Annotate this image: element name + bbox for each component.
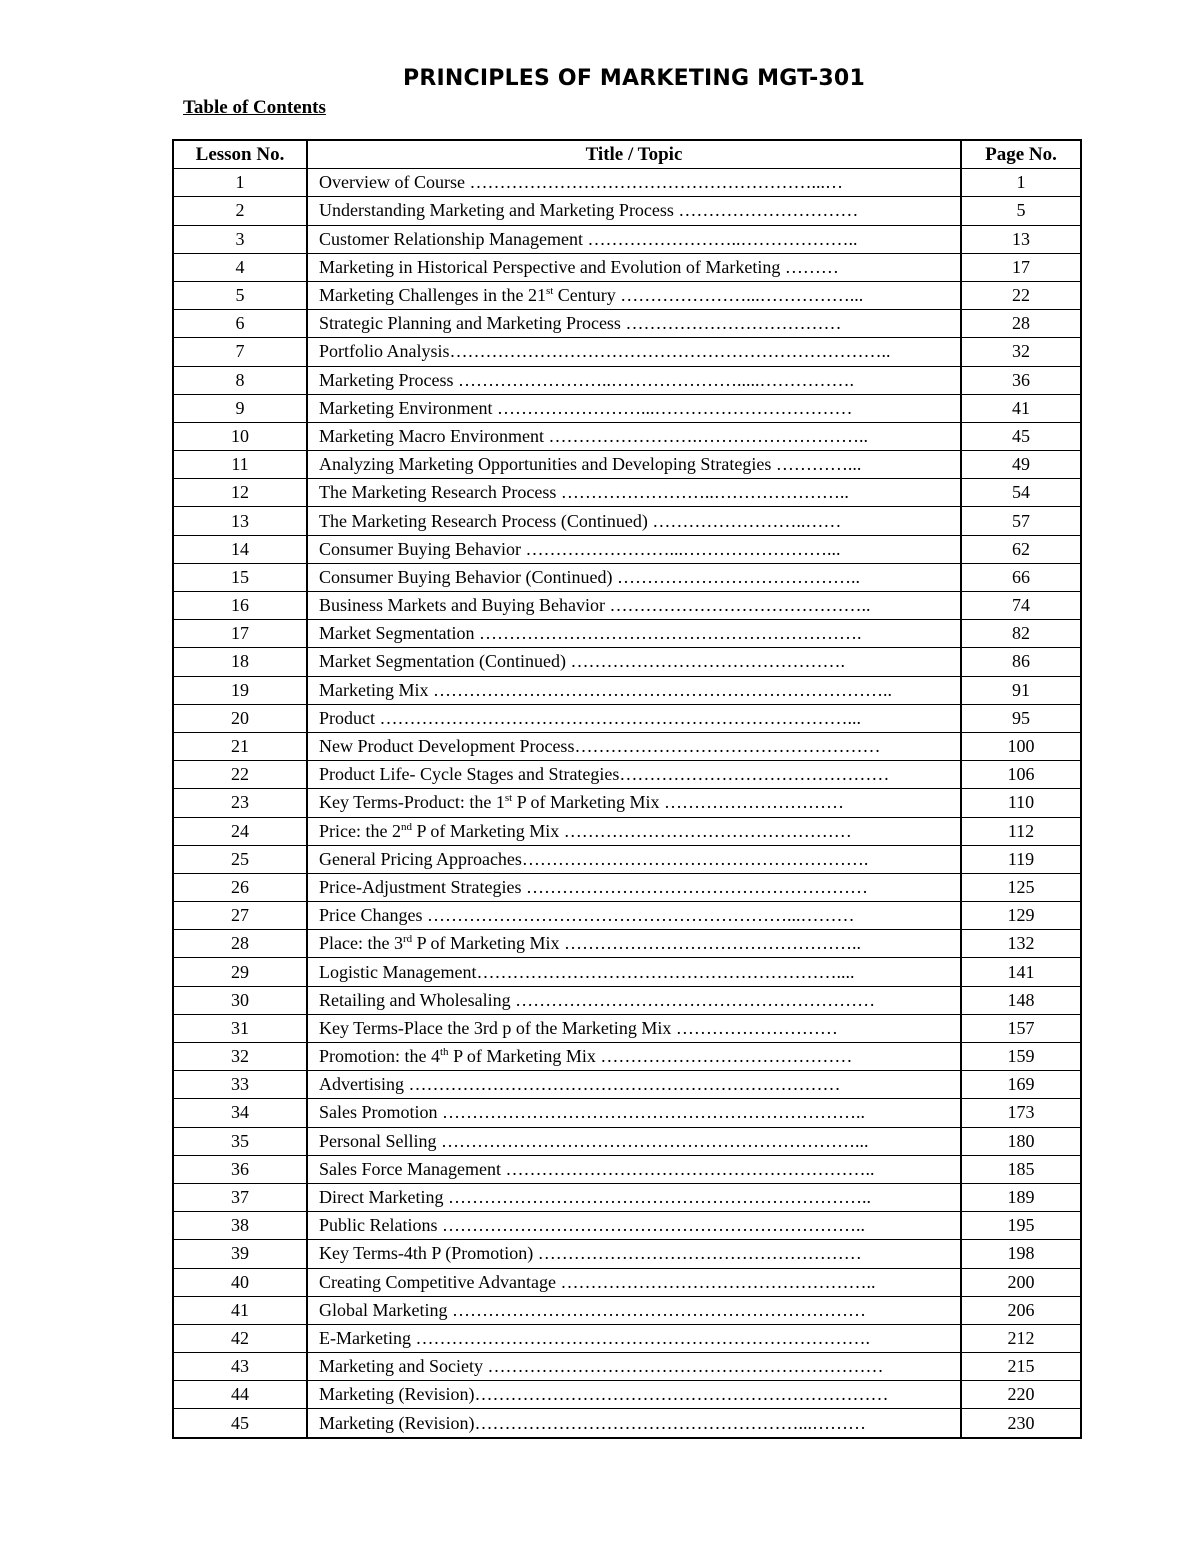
lesson-number: 23 xyxy=(173,789,307,817)
lesson-title xyxy=(307,225,961,253)
page-number: 112 xyxy=(961,817,1081,845)
table-row xyxy=(173,366,1081,394)
lesson-title xyxy=(307,873,961,901)
lesson-number: 6 xyxy=(173,310,307,338)
lesson-title-text: E-Marketing …………………………………………………………………. xyxy=(319,1327,870,1348)
lesson-number: 1 xyxy=(173,169,307,197)
lesson-title xyxy=(307,366,961,394)
page-number: 82 xyxy=(961,620,1081,648)
lesson-title-text: Analyzing Marketing Opportunities and Developing Strategies …………... xyxy=(319,454,862,475)
document-title: PRINCIPLES OF MARKETING MGT-301 xyxy=(403,66,865,91)
lesson-title-text: Advertising ……………………………………………………………… xyxy=(319,1074,841,1095)
table-row xyxy=(173,873,1081,901)
lesson-title xyxy=(307,1296,961,1324)
page-number: 212 xyxy=(961,1324,1081,1352)
lesson-number: 10 xyxy=(173,422,307,450)
table-row xyxy=(173,1155,1081,1183)
lesson-title-text: Marketing Mix ………………………………………………………………….. xyxy=(319,679,892,700)
lesson-title xyxy=(307,789,961,817)
lesson-title xyxy=(307,1071,961,1099)
page-number: 159 xyxy=(961,1043,1081,1071)
table-row xyxy=(173,338,1081,366)
table-row xyxy=(173,789,1081,817)
table-row xyxy=(173,704,1081,732)
title-topic-header: Title / Topic xyxy=(307,140,961,169)
ordinal-suffix: st xyxy=(504,792,513,805)
lesson-title xyxy=(307,197,961,225)
lesson-number: 19 xyxy=(173,676,307,704)
lesson-title-text: Marketing Environment ……………………...…………………………… xyxy=(319,397,853,418)
lesson-number: 16 xyxy=(173,592,307,620)
page-number: 132 xyxy=(961,930,1081,958)
page-no-header: Page No. xyxy=(961,140,1081,169)
lesson-title xyxy=(307,1014,961,1042)
lesson-title-text: Personal Selling ……………………………………………………………... xyxy=(319,1130,869,1151)
lesson-title xyxy=(307,648,961,676)
lesson-number: 21 xyxy=(173,732,307,760)
page-number: 148 xyxy=(961,986,1081,1014)
lesson-title-text: Marketing (Revision)…………………………………………………………… xyxy=(319,1384,889,1405)
lesson-number: 30 xyxy=(173,986,307,1014)
lesson-number: 7 xyxy=(173,338,307,366)
lesson-title xyxy=(307,1268,961,1296)
table-row xyxy=(173,169,1081,197)
lesson-title-text: Understanding Marketing and Marketing Process ………………………… xyxy=(319,200,859,221)
lesson-title xyxy=(307,732,961,760)
lesson-number: 38 xyxy=(173,1212,307,1240)
lesson-title-text: Sales Force Management …………………………………………………….. xyxy=(319,1158,875,1179)
page-number: 49 xyxy=(961,451,1081,479)
page-number: 22 xyxy=(961,281,1081,309)
lesson-title-text: Retailing and Wholesaling …………………………………………………… xyxy=(319,989,876,1010)
table-row xyxy=(173,225,1081,253)
table-row xyxy=(173,310,1081,338)
table-row xyxy=(173,761,1081,789)
table-row xyxy=(173,479,1081,507)
page-number: 200 xyxy=(961,1268,1081,1296)
lesson-number: 25 xyxy=(173,845,307,873)
lesson-number: 22 xyxy=(173,761,307,789)
toc-heading: Table of Contents xyxy=(183,97,326,118)
lesson-title xyxy=(307,958,961,986)
lesson-title xyxy=(307,676,961,704)
lesson-title-text-continued: P of Marketing Mix ………………………………………….. xyxy=(412,933,861,954)
lesson-no-header: Lesson No. xyxy=(173,140,307,169)
page-number: 169 xyxy=(961,1071,1081,1099)
table-row xyxy=(173,563,1081,591)
table-row xyxy=(173,902,1081,930)
table-row xyxy=(173,1183,1081,1211)
lesson-title xyxy=(307,535,961,563)
lesson-title xyxy=(307,422,961,450)
page-number: 1 xyxy=(961,169,1081,197)
table-row xyxy=(173,930,1081,958)
table-row xyxy=(173,648,1081,676)
lesson-title xyxy=(307,1353,961,1381)
lesson-number: 31 xyxy=(173,1014,307,1042)
ordinal-suffix: st xyxy=(545,285,554,298)
lesson-title-text: Price Changes ……………………………………………………...……… xyxy=(319,905,855,926)
table-row xyxy=(173,1381,1081,1409)
ordinal-suffix: nd xyxy=(400,820,412,833)
table-row xyxy=(173,1324,1081,1352)
toc-body xyxy=(173,169,1081,1438)
table-row xyxy=(173,986,1081,1014)
lesson-title xyxy=(307,563,961,591)
lesson-title-text: Product Life- Cycle Stages and Strategies……………………………………… xyxy=(319,764,890,785)
lesson-title xyxy=(307,986,961,1014)
table-row xyxy=(173,1014,1081,1042)
page-number: 195 xyxy=(961,1212,1081,1240)
page-number: 5 xyxy=(961,197,1081,225)
table-row xyxy=(173,1212,1081,1240)
lesson-title xyxy=(307,704,961,732)
lesson-number: 9 xyxy=(173,394,307,422)
lesson-number: 12 xyxy=(173,479,307,507)
lesson-title-text: Market Segmentation (Continued) ………………………………………. xyxy=(319,651,845,672)
lesson-number: 45 xyxy=(173,1409,307,1438)
table-row xyxy=(173,817,1081,845)
lesson-title xyxy=(307,1240,961,1268)
lesson-title xyxy=(307,1099,961,1127)
page-number: 119 xyxy=(961,845,1081,873)
toc-header-row xyxy=(173,140,1081,169)
page-number: 125 xyxy=(961,873,1081,901)
page-number: 100 xyxy=(961,732,1081,760)
table-row xyxy=(173,1296,1081,1324)
lesson-title-text: Price-Adjustment Strategies ………………………………………………… xyxy=(319,876,868,897)
lesson-title xyxy=(307,1409,961,1438)
page-number: 189 xyxy=(961,1183,1081,1211)
lesson-title xyxy=(307,507,961,535)
lesson-title xyxy=(307,1381,961,1409)
lesson-title-text-continued: P of Marketing Mix ………………………… xyxy=(512,792,845,813)
lesson-title-text: Key Terms-Product: the 1 xyxy=(319,792,505,813)
page-number: 95 xyxy=(961,704,1081,732)
lesson-number: 32 xyxy=(173,1043,307,1071)
page-number: 28 xyxy=(961,310,1081,338)
table-row xyxy=(173,732,1081,760)
page-number: 54 xyxy=(961,479,1081,507)
page-number: 74 xyxy=(961,592,1081,620)
table-row xyxy=(173,1127,1081,1155)
lesson-title-text-continued: P of Marketing Mix …………………………………… xyxy=(448,1046,853,1067)
table-row xyxy=(173,1409,1081,1438)
table-row xyxy=(173,253,1081,281)
lesson-number: 13 xyxy=(173,507,307,535)
page-number: 206 xyxy=(961,1296,1081,1324)
lesson-title xyxy=(307,169,961,197)
lesson-title-text: The Marketing Research Process (Continued) ……………………..…… xyxy=(319,510,842,531)
page-number: 141 xyxy=(961,958,1081,986)
lesson-number: 17 xyxy=(173,620,307,648)
table-row xyxy=(173,845,1081,873)
page-number: 45 xyxy=(961,422,1081,450)
lesson-title-text: Price: the 2 xyxy=(319,820,401,841)
lesson-number: 36 xyxy=(173,1155,307,1183)
lesson-number: 41 xyxy=(173,1296,307,1324)
lesson-title xyxy=(307,1212,961,1240)
lesson-title xyxy=(307,1043,961,1071)
page-number: 86 xyxy=(961,648,1081,676)
lesson-title-text: The Marketing Research Process ……………………..………………….. xyxy=(319,482,849,503)
lesson-title xyxy=(307,1324,961,1352)
lesson-number: 37 xyxy=(173,1183,307,1211)
lesson-title-text: Strategic Planning and Marketing Process ……………………………… xyxy=(319,313,842,334)
lesson-number: 42 xyxy=(173,1324,307,1352)
lesson-number: 27 xyxy=(173,902,307,930)
lesson-title xyxy=(307,479,961,507)
page-number: 91 xyxy=(961,676,1081,704)
ordinal-suffix: rd xyxy=(402,933,413,946)
table-row xyxy=(173,507,1081,535)
lesson-title-text: Consumer Buying Behavior ……………………...……………………... xyxy=(319,538,841,559)
lesson-number: 5 xyxy=(173,281,307,309)
page-number: 173 xyxy=(961,1099,1081,1127)
lesson-title-text: Marketing and Society ………………………………………………………… xyxy=(319,1356,884,1377)
lesson-number: 2 xyxy=(173,197,307,225)
lesson-title-text: New Product Development Process…………………………………………… xyxy=(319,736,881,757)
lesson-number: 39 xyxy=(173,1240,307,1268)
lesson-title xyxy=(307,817,961,845)
table-row xyxy=(173,592,1081,620)
lesson-title xyxy=(307,761,961,789)
lesson-title xyxy=(307,253,961,281)
lesson-title-text: Product ……………………………………………………………………... xyxy=(319,707,861,728)
lesson-number: 44 xyxy=(173,1381,307,1409)
lesson-title xyxy=(307,1183,961,1211)
lesson-title-text: Marketing in Historical Perspective and Evolution of Marketing ……… xyxy=(319,256,839,277)
lesson-title-text: Key Terms-Place the 3rd p of the Marketing Mix ……………………… xyxy=(319,1017,838,1038)
page-number: 32 xyxy=(961,338,1081,366)
ordinal-suffix: th xyxy=(440,1046,449,1059)
page-number: 57 xyxy=(961,507,1081,535)
table-row xyxy=(173,676,1081,704)
lesson-number: 20 xyxy=(173,704,307,732)
lesson-number: 24 xyxy=(173,817,307,845)
table-row xyxy=(173,1268,1081,1296)
table-row xyxy=(173,451,1081,479)
page-number: 106 xyxy=(961,761,1081,789)
lesson-title xyxy=(307,310,961,338)
lesson-title xyxy=(307,902,961,930)
table-row xyxy=(173,197,1081,225)
lesson-title xyxy=(307,930,961,958)
page-number: 66 xyxy=(961,563,1081,591)
lesson-number: 34 xyxy=(173,1099,307,1127)
lesson-title-text: Marketing (Revision)………………………………………………...……… xyxy=(319,1412,866,1433)
page-number: 185 xyxy=(961,1155,1081,1183)
page-number: 180 xyxy=(961,1127,1081,1155)
page-number: 17 xyxy=(961,253,1081,281)
lesson-title-text: Key Terms-4th P (Promotion) ……………………………………………… xyxy=(319,1243,862,1264)
lesson-title xyxy=(307,620,961,648)
lesson-number: 26 xyxy=(173,873,307,901)
lesson-title-text-continued: P of Marketing Mix ………………………………………… xyxy=(411,820,852,841)
lesson-number: 11 xyxy=(173,451,307,479)
lesson-title-text: Global Marketing …………………………………………………………… xyxy=(319,1299,866,1320)
table-row xyxy=(173,394,1081,422)
page-number: 41 xyxy=(961,394,1081,422)
lesson-number: 14 xyxy=(173,535,307,563)
lesson-title-text: General Pricing Approaches…………………………………………………. xyxy=(319,848,869,869)
lesson-number: 40 xyxy=(173,1268,307,1296)
lesson-title xyxy=(307,394,961,422)
lesson-title-text: Place: the 3 xyxy=(319,933,403,954)
table-row xyxy=(173,1353,1081,1381)
table-row xyxy=(173,1071,1081,1099)
page-number: 110 xyxy=(961,789,1081,817)
page-number: 215 xyxy=(961,1353,1081,1381)
lesson-number: 4 xyxy=(173,253,307,281)
table-row xyxy=(173,1043,1081,1071)
page-number: 13 xyxy=(961,225,1081,253)
lesson-title-text: Logistic Management…………………………………………………….... xyxy=(319,961,855,982)
lesson-number: 43 xyxy=(173,1353,307,1381)
lesson-number: 29 xyxy=(173,958,307,986)
lesson-title-text: Overview of Course …………………………………………………...… xyxy=(319,172,843,193)
lesson-title-text: Market Segmentation ………………………………………………………. xyxy=(319,623,862,644)
page-number: 62 xyxy=(961,535,1081,563)
lesson-title-text: Consumer Buying Behavior (Continued) ………………………………….. xyxy=(319,566,860,587)
lesson-number: 33 xyxy=(173,1071,307,1099)
lesson-title-text: Promotion: the 4 xyxy=(319,1046,440,1067)
lesson-title-text-continued: Century …………………...……………... xyxy=(553,285,864,306)
lesson-title xyxy=(307,338,961,366)
lesson-title xyxy=(307,592,961,620)
page-number: 198 xyxy=(961,1240,1081,1268)
lesson-title-text: Portfolio Analysis……………………………………………………………….. xyxy=(319,341,891,362)
page-number: 230 xyxy=(961,1409,1081,1438)
table-row xyxy=(173,1099,1081,1127)
table-row xyxy=(173,958,1081,986)
lesson-title-text: Direct Marketing …………………………………………………………….. xyxy=(319,1187,871,1208)
page-number: 129 xyxy=(961,902,1081,930)
lesson-title-text: Marketing Challenges in the 21 xyxy=(319,285,546,306)
lesson-title-text: Marketing Process ……………………..………………….....……………. xyxy=(319,369,854,390)
lesson-number: 3 xyxy=(173,225,307,253)
toc-table xyxy=(172,139,1082,1439)
lesson-title xyxy=(307,845,961,873)
table-row xyxy=(173,281,1081,309)
table-row xyxy=(173,422,1081,450)
page-number: 157 xyxy=(961,1014,1081,1042)
lesson-title-text: Marketing Macro Environment …………………….……………………….. xyxy=(319,425,868,446)
lesson-title-text: Business Markets and Buying Behavior …………………………………….. xyxy=(319,595,871,616)
table-row xyxy=(173,1240,1081,1268)
lesson-number: 15 xyxy=(173,563,307,591)
lesson-title-text: Public Relations …………………………………………………………….. xyxy=(319,1215,865,1236)
table-row xyxy=(173,535,1081,563)
table-row xyxy=(173,620,1081,648)
lesson-title-text: Customer Relationship Management ……………………..……………….. xyxy=(319,228,858,249)
lesson-number: 35 xyxy=(173,1127,307,1155)
lesson-number: 18 xyxy=(173,648,307,676)
lesson-title xyxy=(307,1127,961,1155)
lesson-title-text: Creating Competitive Advantage …………………………………………….. xyxy=(319,1271,876,1292)
lesson-title xyxy=(307,1155,961,1183)
page-number: 36 xyxy=(961,366,1081,394)
lesson-number: 8 xyxy=(173,366,307,394)
page-number: 220 xyxy=(961,1381,1081,1409)
lesson-number: 28 xyxy=(173,930,307,958)
lesson-title-text: Sales Promotion …………………………………………………………….. xyxy=(319,1102,866,1123)
lesson-title xyxy=(307,451,961,479)
lesson-title xyxy=(307,281,961,309)
